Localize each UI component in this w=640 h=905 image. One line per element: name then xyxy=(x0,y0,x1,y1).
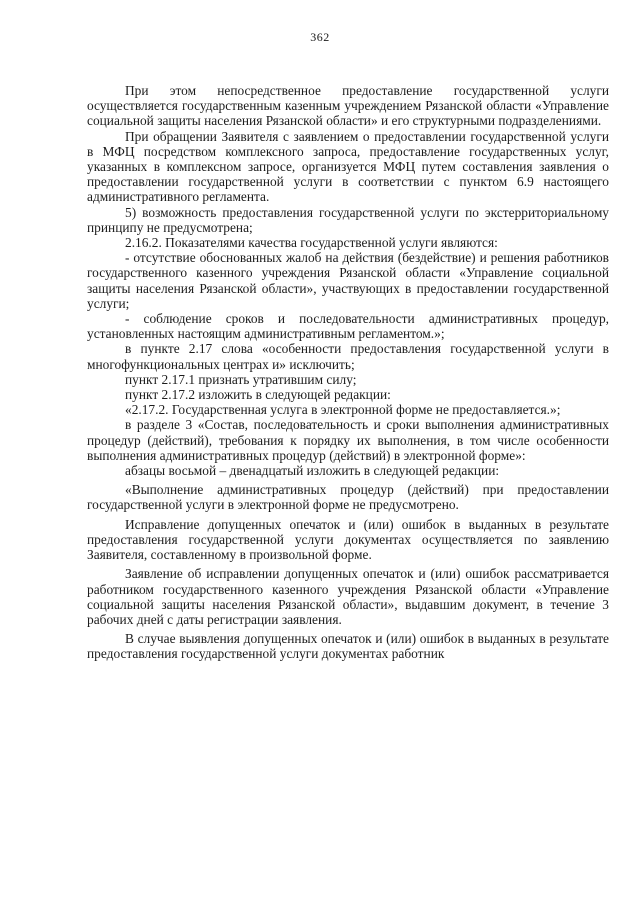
paragraph-3: 5) возможность предоставления государственной услуги по экстерриториальному принципу не предусмотрена; xyxy=(87,204,609,235)
paragraph-8: пункт 2.17.1 признать утратившим силу; xyxy=(125,371,357,387)
paragraph-1: При этом непосредственное предоставление государственной услуги осуществляется государственным казенным учреждением Рязанской области «Управление социальной защиты населения Рязанской области» и его структурными подразделениями. xyxy=(87,83,609,129)
paragraph-2: При обращении Заявителя с заявлением о предоставлении государственной услуги в МФЦ посредством комплексного запроса, предоставление государственных услуг, указанных в комплексном запросе, организуется МФЦ путем составления заявления о предоставлении государственной услуги в соответствии с пунктом 6.9 настоящего административного регламента. xyxy=(87,128,609,205)
paragraph-14: Исправление допущенных опечаток и (или) ошибок в выданных в результате предоставления государственной услуги документах осуществляется по заявлению Заявителя, составленному в произвольной форме. xyxy=(87,516,609,563)
paragraph-13: «Выполнение административных процедур (действий) при предоставлении государственной услуги в электронной форме не предусмотрено. xyxy=(87,482,609,513)
paragraph-12: абзацы восьмой – двенадцатый изложить в следующей редакции: xyxy=(125,463,500,479)
paragraph-4: 2.16.2. Показателями качества государственной услуги являются: xyxy=(125,235,498,251)
paragraph-10: «2.17.2. Государственная услуга в электронной форме не предоставляется.»; xyxy=(125,402,561,418)
paragraph-7: в пункте 2.17 слова «особенности предоставления государственной услуги в многофункциональных центрах и» исключить; xyxy=(87,341,609,372)
paragraph-15: Заявление об исправлении допущенных опечаток и (или) ошибок рассматривается работником государственного казенного учреждения Рязанской области «Управление социальной защиты населения Рязанской области», выдавшим документ, в течение 3 рабочих дней с даты регистрации заявления. xyxy=(87,566,609,627)
paragraph-5: - отсутствие обоснованных жалоб на действия (бездействие) и решения работников государственного казенного учреждения Рязанской области «Управление социальной защиты населения Рязанской области», участвующих в предоставлении государственной услуги; xyxy=(87,250,609,311)
page-number: 362 xyxy=(310,30,330,44)
document-body xyxy=(87,83,609,662)
paragraph-6: - соблюдение сроков и последовательности административных процедур, установленных настоящим административным регламентом.»; xyxy=(87,311,609,342)
paragraph-11: в разделе 3 «Состав, последовательность и сроки выполнения административных процедур (действий), требования к порядку их выполнения, в том числе особенности выполнения административных процедур (действий) в электронной форме»: xyxy=(87,417,609,463)
paragraph-9: пункт 2.17.2 изложить в следующей редакции: xyxy=(125,387,391,403)
paragraph-16: В случае выявления допущенных опечаток и (или) ошибок в выданных в результате предоставления государственной услуги документах работник xyxy=(87,631,609,662)
